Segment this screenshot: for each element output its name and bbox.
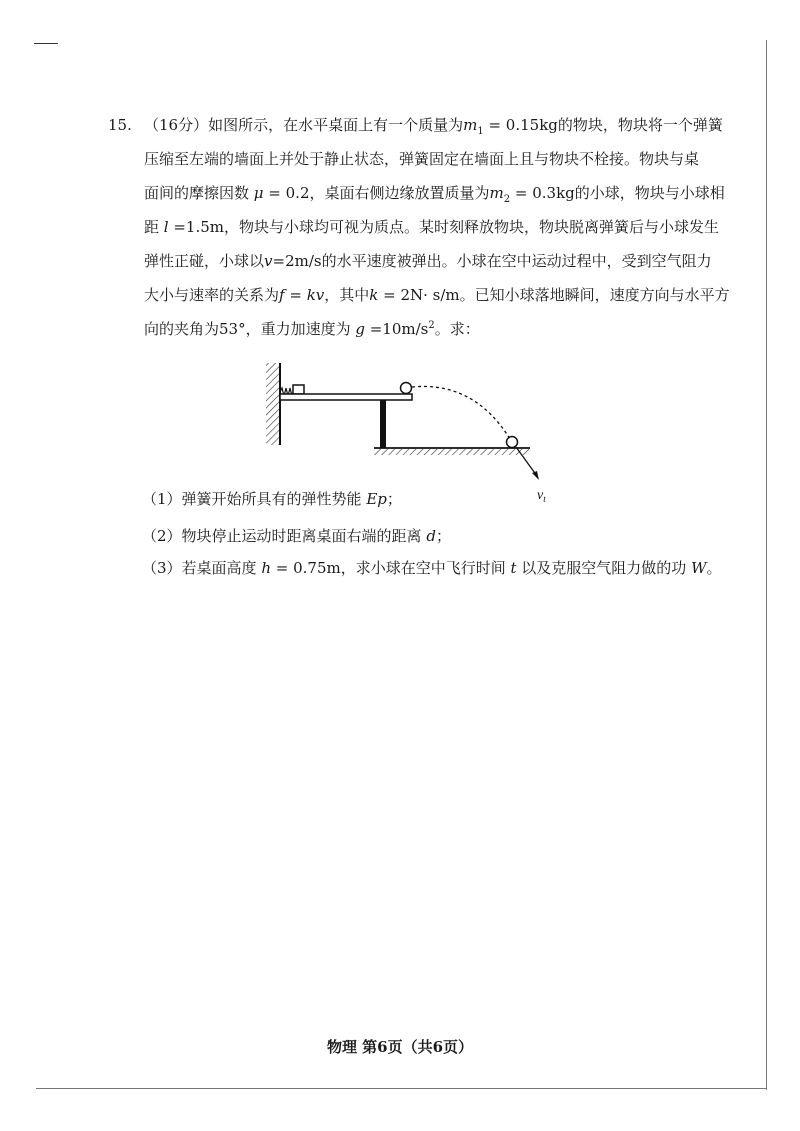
symbol-g: g	[355, 320, 365, 338]
symbol-m1: m	[463, 116, 478, 134]
value-h: = 0.75m，求小球在空中飞行时间	[270, 559, 511, 577]
subquestion-2	[142, 522, 742, 550]
question-number: 15.	[108, 116, 132, 134]
question-line-1	[108, 108, 723, 142]
wall-hatching	[266, 363, 279, 445]
subquestion-1	[142, 485, 742, 513]
symbol-kv: kv	[306, 286, 325, 304]
subquestion-text: （1）弹簧开始所具有的弹性势能	[142, 490, 367, 508]
page-footer: 物理 第6页（共6页）	[326, 1038, 474, 1056]
ball-on-table	[401, 383, 412, 394]
question-text: 弹性正碰，小球以	[144, 252, 265, 270]
superscript-2: 2	[428, 320, 435, 331]
punctuation: ；	[386, 490, 402, 508]
ball-landing	[507, 437, 518, 448]
symbol-d: d	[426, 527, 436, 545]
subquestion-text: 以及克服空气阻力做的功	[516, 559, 692, 577]
value-g: =10m/s	[364, 320, 429, 338]
block	[293, 385, 304, 394]
symbol-k: k	[369, 286, 379, 304]
question-text: 向的夹角为53°，重力加速度为	[144, 320, 356, 338]
arrow-head-icon	[532, 471, 539, 480]
symbol-f: f	[279, 286, 285, 304]
physics-diagram	[262, 355, 562, 505]
question-text: ，其中	[324, 286, 370, 304]
value-v: =2m/s的水平速度被弹出。小球在空中运动过程中，受到空气阻力	[272, 252, 712, 270]
ground-hatching	[374, 449, 529, 455]
punctuation: ；	[435, 527, 451, 545]
value-m2: = 0.3kg	[510, 184, 575, 202]
subscript-2: 2	[503, 194, 511, 205]
symbol-m2: m	[489, 184, 504, 202]
question-text: 压缩至左端的墙面上并处于静止状态，弹簧固定在墙面上且与物块不栓接。物块与桌	[144, 150, 700, 168]
question-text: 。求：	[434, 320, 480, 338]
scan-edge-right	[766, 40, 767, 1090]
value-l: =1.5m，物块与小球均可视为质点。某时刻释放物块，物块脱离弹簧后与小球发生	[168, 218, 720, 236]
symbol-w: W	[691, 559, 707, 577]
question-line-7	[108, 312, 720, 346]
symbol-t: t	[510, 559, 517, 577]
question-line-6	[108, 278, 730, 312]
symbol-h: h	[261, 559, 271, 577]
question-line-4	[108, 210, 720, 244]
subquestion-3	[142, 554, 742, 582]
question-line-5	[108, 244, 720, 278]
question-text: 距	[144, 218, 164, 236]
value-k: = 2N· s/m。已知小球落地瞬间，速度方向与水平方	[378, 286, 730, 304]
symbol-ep: Ep	[366, 490, 387, 508]
question-line-2	[108, 142, 720, 176]
velocity-label: $v_t$	[537, 488, 546, 504]
question-text: 的小球，物块与小球相	[574, 184, 725, 202]
table-top	[280, 394, 412, 400]
question-15	[108, 108, 730, 346]
symbol-mu: μ	[253, 184, 264, 202]
scan-edge-bottom	[36, 1088, 766, 1089]
question-line-3	[108, 176, 725, 210]
value-mu: = 0.2，桌面右侧边缘放置质量为	[263, 184, 490, 202]
question-text: 面间的摩擦因数	[144, 184, 254, 202]
question-text: 大小与速率的关系为	[144, 286, 280, 304]
value-m1: = 0.15kg	[483, 116, 558, 134]
symbol-v: v	[264, 252, 273, 270]
symbol-l: l	[163, 218, 169, 236]
scan-mark	[34, 43, 58, 44]
table-leg	[380, 400, 386, 448]
question-text: 的物块，物块将一个弹簧	[557, 116, 723, 134]
trajectory	[412, 386, 510, 439]
subquestion-text: （3）若桌面高度	[142, 559, 262, 577]
punctuation: 。	[706, 559, 722, 577]
subquestion-text: （2）物块停止运动时距离桌面右端的距离	[142, 527, 427, 545]
question-text: （16分）如图所示，在水平桌面上有一个质量为	[144, 116, 464, 134]
subscript-1: 1	[477, 126, 484, 137]
equals-sign: =	[284, 286, 307, 304]
